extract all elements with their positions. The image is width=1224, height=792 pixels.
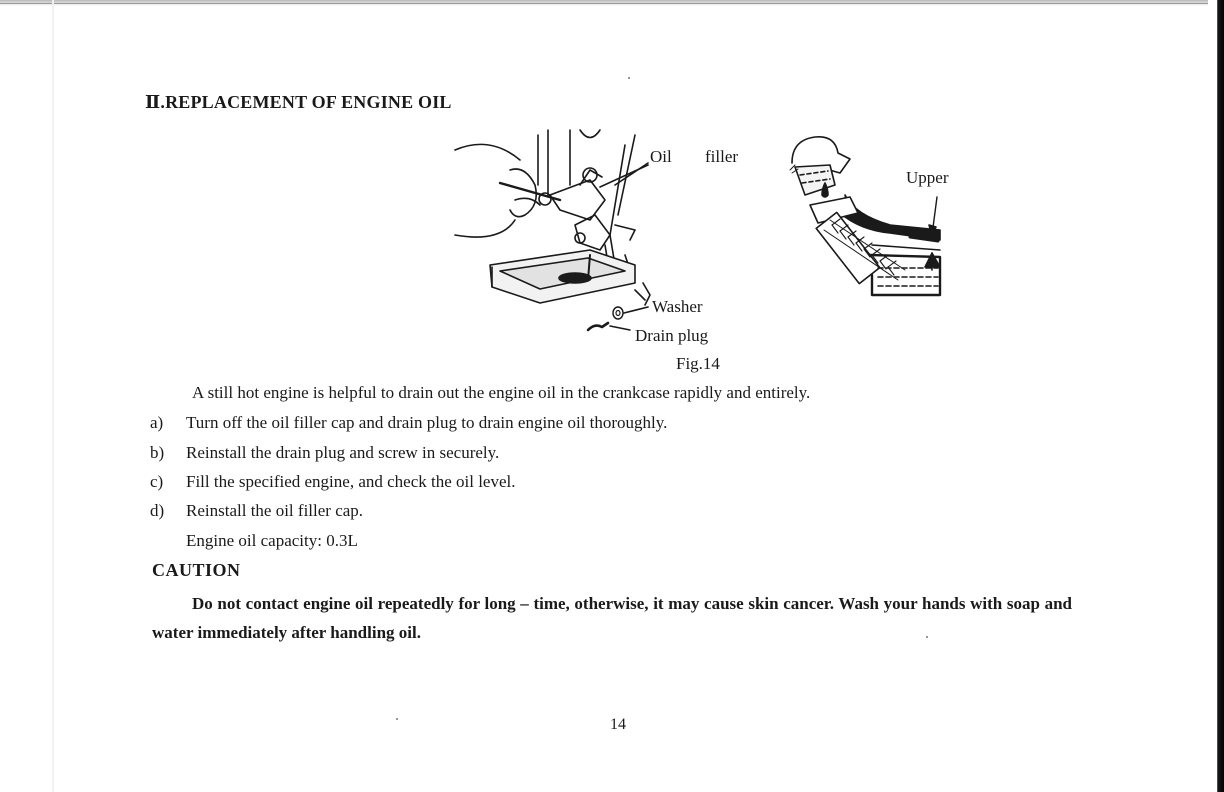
step-text: Turn off the oil filler cap and drain plug to drain engine oil thoroughly. xyxy=(186,413,668,432)
intro-paragraph: A still hot engine is helpful to drain out the engine oil in the crankcase rapidly and entirely. xyxy=(192,383,811,402)
label-drain-plug: Drain plug xyxy=(635,326,709,345)
page-top-edge xyxy=(0,0,1224,6)
label-filler: filler xyxy=(705,147,739,166)
scan-speck xyxy=(628,77,630,79)
step-text: Fill the specified engine, and check the oil level. xyxy=(186,472,516,491)
scan-speck xyxy=(926,636,928,638)
figure-14 xyxy=(440,125,980,375)
scan-speck xyxy=(396,718,398,720)
page-left-shadow xyxy=(52,0,54,792)
step-text: Reinstall the drain plug and screw in securely. xyxy=(186,443,500,462)
label-upper: Upper xyxy=(906,168,949,187)
step-a xyxy=(150,413,667,433)
step-marker: b) xyxy=(150,443,165,462)
figure-caption: Fig.14 xyxy=(676,354,720,373)
top-rule xyxy=(0,3,1224,4)
page-right-edge xyxy=(1208,0,1224,792)
page-number: 14 xyxy=(610,716,626,733)
step-b xyxy=(150,443,499,463)
oil-capacity: Engine oil capacity: 0.3L xyxy=(186,531,358,550)
engine-drawing xyxy=(455,130,650,330)
section-title: Ⅱ.REPLACEMENT OF ENGINE OIL xyxy=(145,92,452,112)
step-marker: c) xyxy=(150,472,164,491)
step-marker: d) xyxy=(150,501,165,520)
step-c xyxy=(150,472,516,492)
step-d xyxy=(150,501,363,521)
label-oil: Oil xyxy=(650,147,672,166)
step-marker: a) xyxy=(150,413,164,432)
label-washer: Washer xyxy=(652,297,703,316)
step-text: Reinstall the oil filler cap. xyxy=(186,501,364,520)
caution-heading: CAUTION xyxy=(152,560,241,580)
oil-level-diagram xyxy=(790,137,940,295)
caution-text: Do not contact engine oil repeatedly for long – time, otherwise, it may cause skin cancer. Wash your hands with soap and water immediately after handling oil. xyxy=(152,594,1072,642)
